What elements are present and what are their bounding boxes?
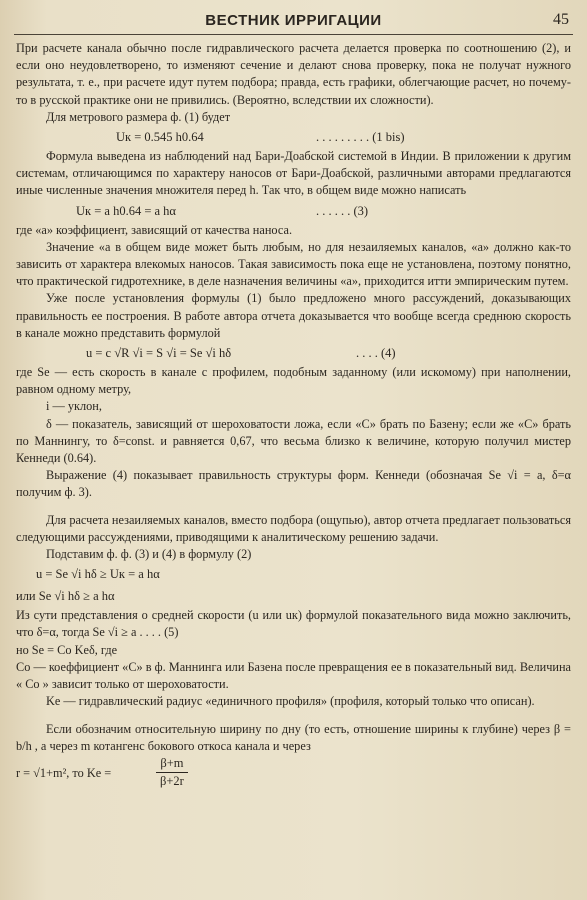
- formula-expression: Uк = a h0.64 = a hα: [76, 203, 176, 218]
- journal-title: ВЕСТНИК ИРРИГАЦИИ: [205, 12, 382, 29]
- formula-substitution: [16, 563, 571, 585]
- formula-number: . . . . . . . . . (1 bis): [316, 130, 405, 145]
- spacer: [16, 502, 571, 512]
- formula-4: [16, 342, 571, 364]
- page-number: 45: [553, 11, 569, 28]
- formula-3: [16, 200, 571, 222]
- formula-1bis: [16, 126, 571, 148]
- paragraph: Cо — коеффициент «С» в ф. Маннинга или Базена после превращения ее в показательный вид. Величина « Cо » зависит только от шероховатости.: [16, 659, 571, 692]
- fraction-numerator: β+m: [160, 755, 184, 770]
- formula-number: . . . . (4): [356, 346, 396, 361]
- formula-number: . . . . . . (3): [316, 203, 369, 218]
- paragraph: где Sе — есть скорость в канале с профилем, подобным заданному (или искомому) при наполнении, равном одному метру,: [16, 365, 571, 397]
- page-header: [14, 8, 573, 35]
- formula-expression: u = c √R √i = S √i = Sе √i hδ: [86, 346, 232, 361]
- formula-ke: [16, 755, 571, 791]
- paragraph: Kе — гидравлический радиус «единичного профиля» (профиля, который только что описан).: [46, 694, 535, 709]
- paragraph: но Sе = Cо Kеδ, где: [16, 642, 118, 657]
- paragraph: где «а» коэффициент, зависящий от качества наноса.: [16, 222, 293, 237]
- paragraph: При расчете канала обычно после гидравлического расчета делается проверка по соотношению (2), и если оно неудовлетворено, то изменяют сечение и делают снова проверку, пока не получат нужного результата, т. е., при расчете идут путем подбора; правда, есть графики, облегчающие расчет, но почему-то в русской практике они не привились. (Вероятно, вследствии их сложности).: [16, 41, 571, 107]
- page-body: [16, 40, 571, 791]
- spacer: [16, 711, 571, 721]
- paragraph: Формула выведена из наблюдений над Бари-Доабской системой в Индии. В приложении к другим системам, отличающимся по характеру наносов от Бари-Доабской, различными авторами предлагаются иные численные значения множителя перед h. Так что, в общем виде можно написать: [16, 149, 571, 198]
- formula-fraction: [156, 755, 188, 790]
- paragraph: i — уклон,: [46, 399, 102, 414]
- paragraph: Из сути представления о средней скорости (u или uк) формулой показательного вида можно заключить, что δ=α, тогда Sе √i ≥ a . . . . (5): [16, 608, 571, 640]
- paragraph: δ — показатель, зависящий от шероховатости ложа, если «С» брать по Базену; если же «С» брать по Маннингу, то δ=const. и равняется 0,67, что весьма близко к величине, которую получил мистер Кеннеди (0.64).: [16, 416, 571, 466]
- paragraph: Подставим ф. ф. (3) и (4) в формулу (2): [46, 547, 252, 562]
- paragraph: Уже после установления формулы (1) было предложено много рассуждений, доказывающих правильность ее построения. В работе автора отчета доказывается что вообще всегда среднюю скорость в канале можно представить формулой: [16, 291, 571, 340]
- formula-lhs: r = √1+m², то Kе =: [16, 765, 112, 780]
- paragraph: Для метрового размера ф. (1) будет: [46, 109, 231, 124]
- formula-expression: Uк = 0.545 h0.64: [116, 130, 204, 145]
- paragraph: Для расчета незаиляемых каналов, вместо подбора (ощупью), автор отчета предлагает пользоваться следующими рассуждениями, приводящими к аналитическому решению задачи.: [16, 512, 571, 544]
- fraction-denominator: β+2r: [156, 772, 188, 790]
- formula-expression: или Sе √i hδ ≥ a hα: [16, 589, 115, 604]
- formula-expression: u = Sе √i hδ ≥ Uк = a hα: [36, 567, 160, 582]
- paragraph: Если обозначим относительную ширину по дну (то есть, отношение ширины к глубине) через β = b/h , а через m котангенс бокового откоса канала и через: [16, 721, 571, 753]
- formula-inequality: [16, 585, 571, 607]
- paragraph: Выражение (4) показывает правильность структуры форм. Кеннеди (обозначая Sе √i = a, δ=α получим ф. 3).: [16, 468, 571, 500]
- paragraph: Значение «а в общем виде может быть любым, но для незаиляемых каналов, «а» должно как-то зависить от характера влекомых наносов. Такая зависимость пока еще не установлена, поэтому понятно, что практической гидротехнике, в деле назначения величины «а», приходится итти эмпирическим путем.: [16, 239, 571, 289]
